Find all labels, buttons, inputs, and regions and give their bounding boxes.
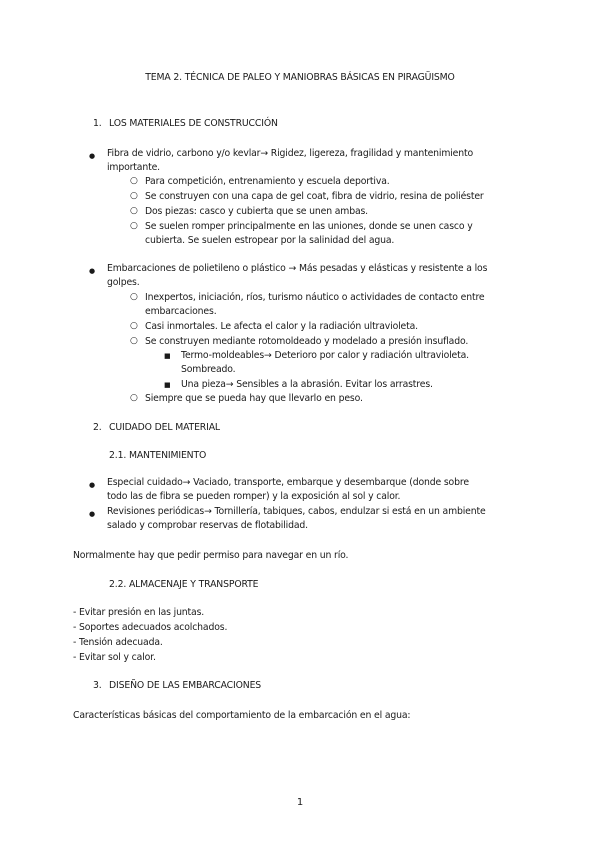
permiso-note: Normalmente hay que pedir permiso para navegar en un río. — [73, 550, 349, 561]
bullet-icon — [89, 265, 95, 276]
bullet-fibra-line1: Fibra de vidrio, carbono y/o kevlar→ Rigidez, ligereza, fragilidad y mantenimiento — [107, 148, 474, 159]
list-item-tension: - Tensión adecuada. — [73, 637, 163, 648]
square-bullet-una-pieza: Una pieza→ Sensibles a la abrasión. Evitar los arrastres. — [181, 379, 433, 390]
square-bullet-termo-line1: Termo-moldeables→ Deterioro por calor y radiación ultravioleta. — [181, 350, 469, 361]
sub-bullet-dos-piezas: Dos piezas: casco y cubierta que se unen ambas. — [145, 206, 368, 217]
bullet-revisiones-line2: salado y comprobar reservas de flotabilidad. — [107, 520, 308, 531]
section-3-heading: DISEÑO DE LAS EMBARCACIONES — [109, 680, 262, 691]
circle-bullet-icon: ○ — [130, 336, 138, 346]
bullet-icon — [89, 508, 95, 519]
bullet-fibra-line2: importante. — [107, 162, 160, 173]
sub-bullet-inmortales: Casi inmortales. Le afecta el calor y la radiación ultravioleta. — [145, 321, 418, 332]
square-bullet-icon: ■ — [164, 352, 171, 360]
subsection-2-2-heading: 2.2. ALMACENAJE Y TRANSPORTE — [109, 579, 259, 590]
bullet-polietileno-line2: golpes. — [107, 277, 140, 288]
circle-bullet-icon: ○ — [130, 221, 138, 231]
circle-bullet-icon: ○ — [130, 321, 138, 331]
section-3-intro: Características básicas del comportamiento de la embarcación en el agua: — [73, 710, 411, 721]
bullet-cuidado-line1: Especial cuidado→ Vaciado, transporte, embarque y desembarque (donde sobre — [107, 477, 469, 488]
circle-bullet-icon: ○ — [130, 191, 138, 201]
page-title: TEMA 2. TÉCNICA DE PALEO Y MANIOBRAS BÁSICAS EN PIRAGÜISMO — [145, 72, 455, 83]
bullet-polietileno-line1: Embarcaciones de polietileno o plástico → Más pesadas y elásticas y resistente a los — [107, 263, 488, 274]
circle-bullet-icon: ○ — [130, 176, 138, 186]
section-1-number: 1. — [93, 118, 102, 129]
sub-bullet-competicion: Para competición, entrenamiento y escuela deportiva. — [145, 176, 390, 187]
subsection-2-1-heading: 2.1. MANTENIMIENTO — [109, 450, 207, 461]
bullet-cuidado-line2: todo las de fibra se pueden romper) y la exposición al sol y calor. — [107, 491, 401, 502]
section-2-number: 2. — [93, 422, 102, 433]
bullet-revisiones-line1: Revisiones periódicas→ Tornillería, tabiques, cabos, endulzar si está en un ambiente — [107, 506, 486, 517]
circle-bullet-icon: ○ — [130, 393, 138, 403]
sub-bullet-romper-line1: Se suelen romper principalmente en las uniones, donde se unen casco y — [145, 221, 473, 232]
sub-bullet-romper-line2: cubierta. Se suelen estropear por la salinidad del agua. — [145, 235, 395, 246]
sub-bullet-gelcoat: Se construyen con una capa de gel coat, fibra de vidrio, resina de poliéster — [145, 191, 484, 202]
circle-bullet-icon: ○ — [130, 292, 138, 302]
section-3-number: 3. — [93, 680, 102, 691]
section-1-heading: LOS MATERIALES DE CONSTRUCCIÓN — [109, 118, 278, 129]
list-item-sol: - Evitar sol y calor. — [73, 652, 156, 663]
bullet-icon — [89, 479, 95, 490]
sub-bullet-rotomoldeado: Se construyen mediante rotomoldeado y modelado a presión insuflado. — [145, 336, 469, 347]
sub-bullet-inexpertos-line1: Inexpertos, iniciación, ríos, turismo náutico o actividades de contacto entre — [145, 292, 485, 303]
square-bullet-icon: ■ — [164, 381, 171, 389]
list-item-juntas: - Evitar presión en las juntas. — [73, 607, 205, 618]
sub-bullet-inexpertos-line2: embarcaciones. — [145, 306, 217, 317]
section-2-heading: CUIDADO DEL MATERIAL — [109, 422, 220, 433]
circle-bullet-icon: ○ — [130, 206, 138, 216]
page-number: 1 — [296, 797, 304, 808]
list-item-soportes: - Soportes adecuados acolchados. — [73, 622, 228, 633]
sub-bullet-peso: Siempre que se pueda hay que llevarlo en peso. — [145, 393, 363, 404]
bullet-icon — [89, 150, 95, 161]
square-bullet-termo-line2: Sombreado. — [181, 364, 236, 375]
